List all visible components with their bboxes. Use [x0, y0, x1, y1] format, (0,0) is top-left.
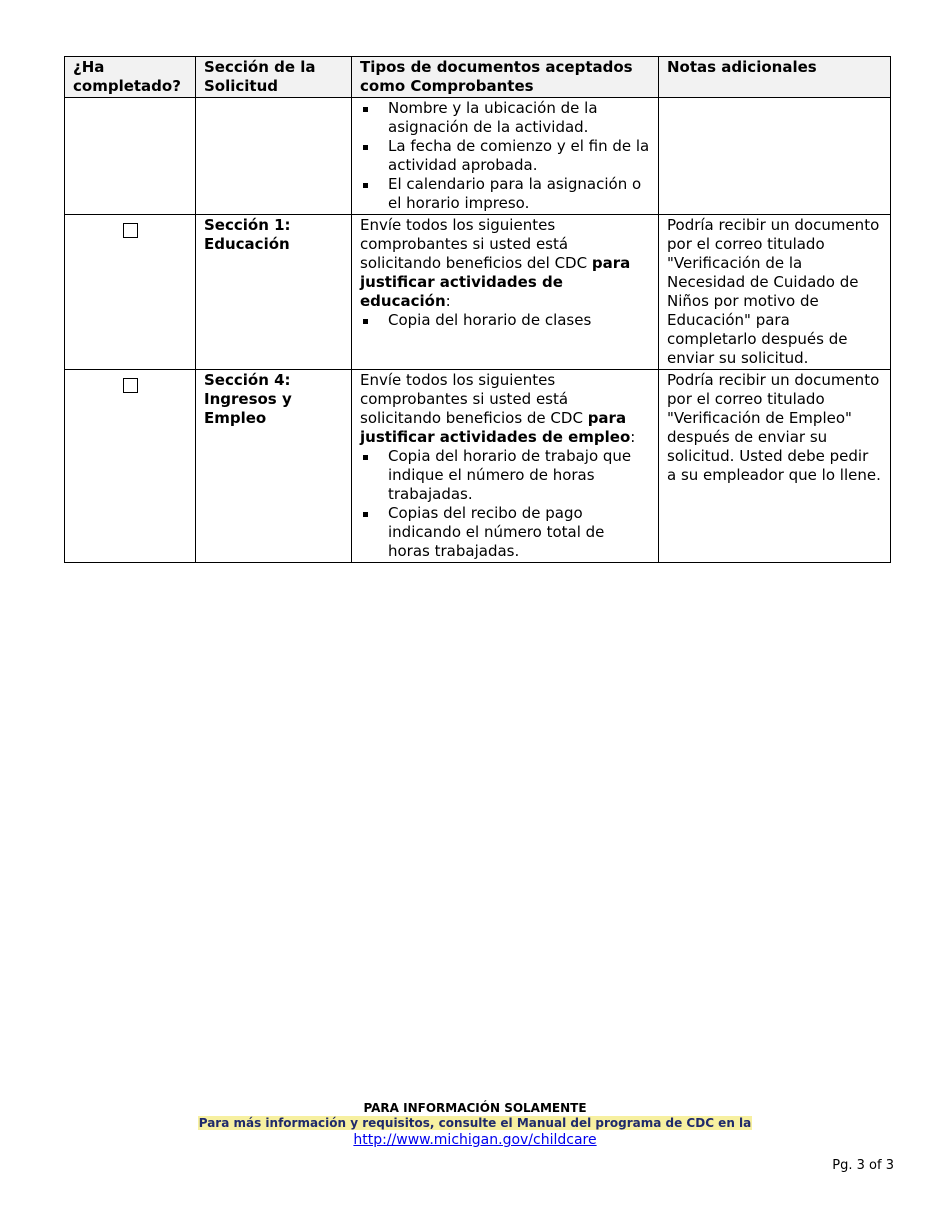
header-notes: Notas adicionales [659, 57, 891, 98]
page-number: Pg. 3 of 3 [832, 1158, 894, 1173]
list-item: Copias del recibo de pago indicando el número total de horas trabajadas. [360, 504, 650, 561]
row1-bullet-list [360, 311, 650, 330]
row2-intro: Envíe todos los siguientes comprobantes si usted está solicitando beneficios de CDC para justificar actividades de empleo: [360, 371, 636, 446]
row1-section-title: Sección 1: Educación [196, 215, 352, 370]
row1-completed-cell [65, 215, 196, 370]
header-section: Sección de la Solicitud [196, 57, 352, 98]
table-row [65, 370, 891, 563]
row2-completed-cell [65, 370, 196, 563]
row2-documents-cell [352, 370, 659, 563]
childcare-link[interactable]: http://www.michigan.gov/childcare [353, 1132, 597, 1148]
row2-section-title: Sección 4: Ingresos y Empleo [196, 370, 352, 563]
row1-documents-cell [352, 215, 659, 370]
table-header-row [65, 57, 891, 98]
requirements-table [64, 56, 891, 563]
footer-link-line [0, 1132, 950, 1148]
row2-bullet-list [360, 447, 650, 561]
row0-notes-cell [659, 98, 891, 215]
education-checkbox[interactable] [123, 223, 138, 238]
row0-documents-cell [352, 98, 659, 215]
list-item: El calendario para la asignación o el horario impreso. [360, 175, 650, 213]
list-item: Copia del horario de clases [360, 311, 650, 330]
footer-more-info: Para más información y requisitos, consulte el Manual del programa de CDC en la [198, 1116, 752, 1130]
employment-checkbox[interactable] [123, 378, 138, 393]
row1-notes: Podría recibir un documento por el correo titulado "Verificación de la Necesidad de Cuidado de Niños por motivo de Educación" para completarlo después de enviar su solicitud. [659, 215, 891, 370]
row0-bullet-list [360, 99, 650, 213]
list-item: Copia del horario de trabajo que indique el número de horas trabajadas. [360, 447, 650, 504]
row1-intro: Envíe todos los siguientes comprobantes si usted está solicitando beneficios del CDC para justificar actividades de educación: [360, 216, 631, 310]
list-item: Nombre y la ubicación de la asignación de la actividad. [360, 99, 650, 137]
list-item: La fecha de comienzo y el fin de la actividad aprobada. [360, 137, 650, 175]
header-completed: ¿Ha completado? [65, 57, 196, 98]
table-row [65, 215, 891, 370]
row2-notes: Podría recibir un documento por el correo titulado "Verificación de Empleo" después de enviar su solicitud. Usted debe pedir a su empleador que lo llene. [659, 370, 891, 563]
row0-completed-cell [65, 98, 196, 215]
header-documents: Tipos de documentos aceptados como Comprobantes [352, 57, 659, 98]
table-row [65, 98, 891, 215]
footer-info-only: PARA INFORMACIÓN SOLAMENTE [363, 1101, 587, 1115]
row0-section-cell [196, 98, 352, 215]
